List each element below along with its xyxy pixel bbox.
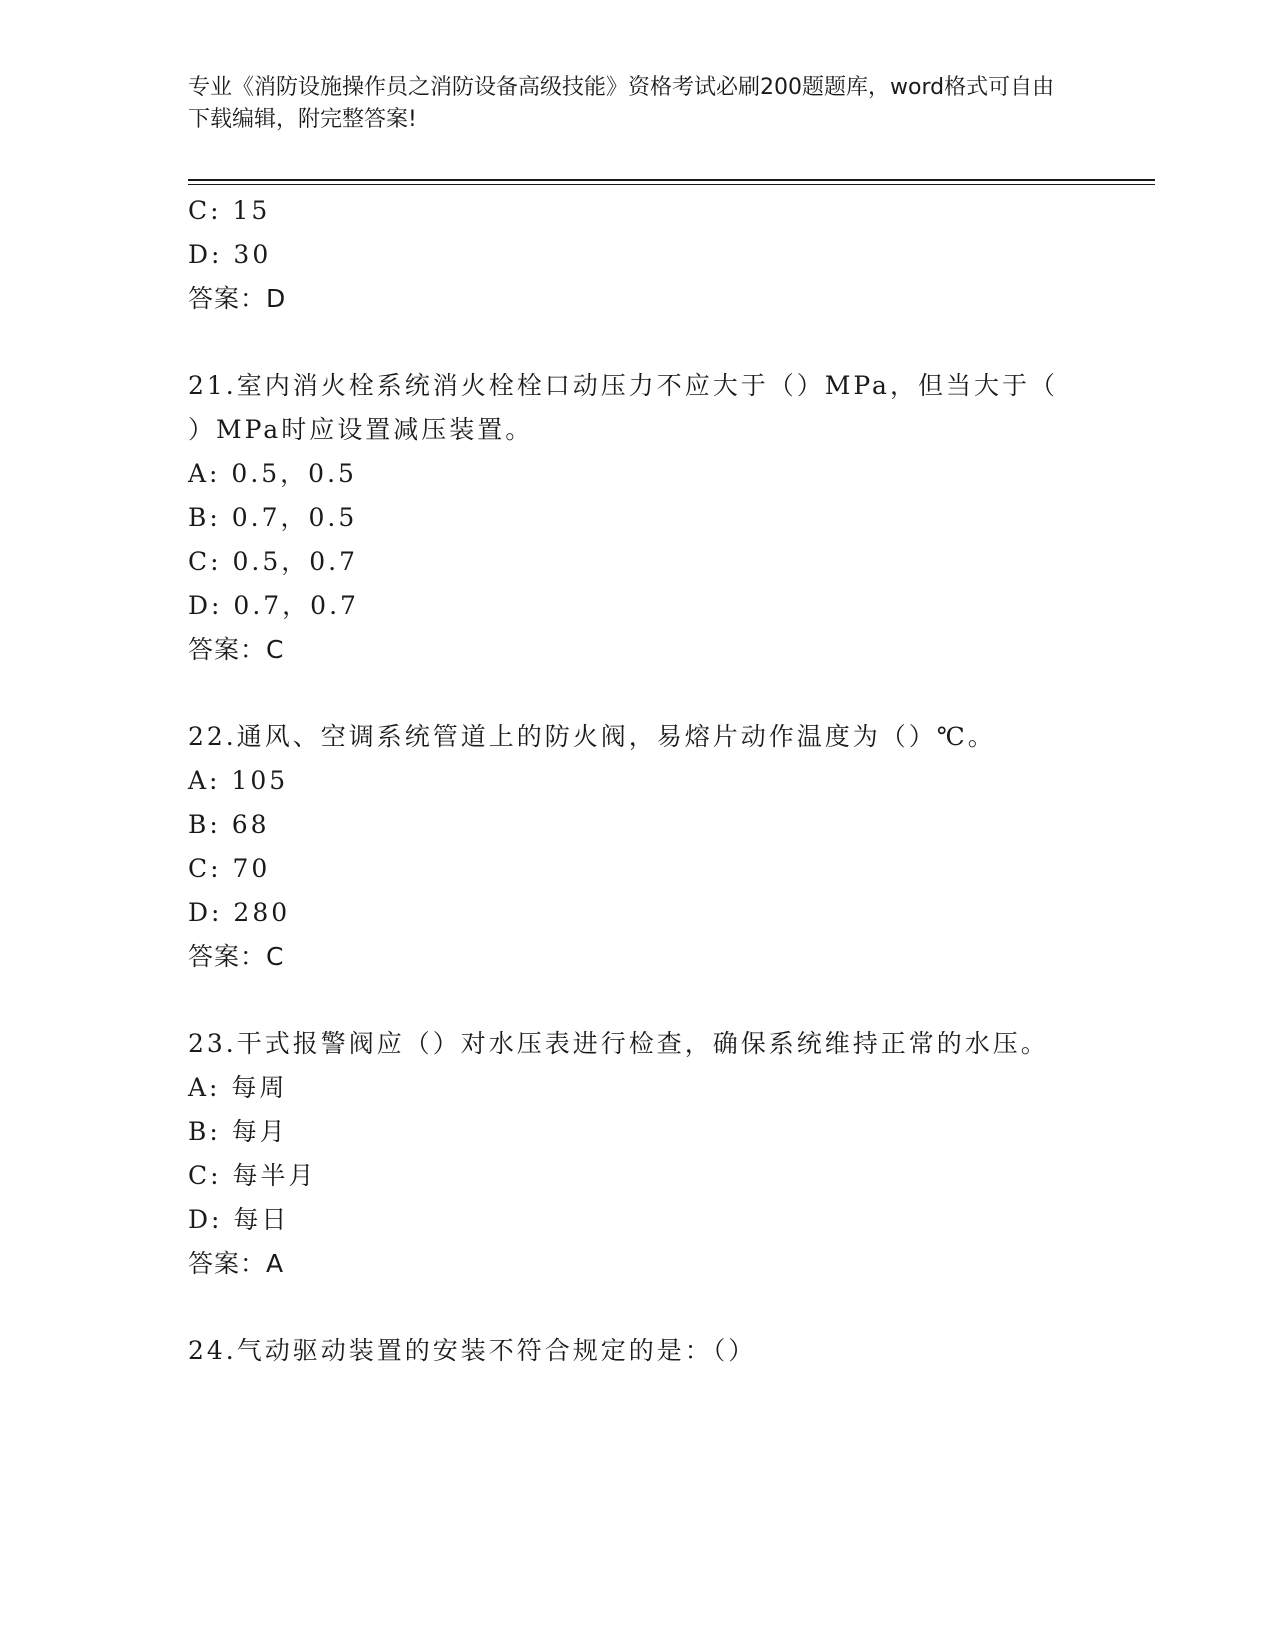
q21-option-b: B: 0.7，0.5 xyxy=(188,503,358,532)
q22-option-b: B: 68 xyxy=(188,810,270,839)
q21-option-d: D: 0.7，0.7 xyxy=(188,591,359,620)
q21-option-a: A: 0.5，0.5 xyxy=(188,459,357,488)
q23-answer: 答案：A xyxy=(188,1249,285,1278)
q23-question: 23.干式报警阀应（）对水压表进行检查，确保系统维持正常的水压。 xyxy=(188,1029,1049,1058)
q22-option-a: A: 105 xyxy=(188,766,289,795)
q21-option-c: C: 0.5，0.7 xyxy=(188,547,359,576)
q22-option-c: C: 70 xyxy=(188,854,271,883)
q20-answer: 答案：D xyxy=(188,284,287,313)
q22-option-d: D: 280 xyxy=(188,898,291,927)
q20-option-d: D: 30 xyxy=(188,240,272,269)
q24-question: 24.气动驱动装置的安装不符合规定的是：（） xyxy=(188,1336,757,1365)
q23-option-c: C: 每半月 xyxy=(188,1161,317,1190)
header-divider-thin xyxy=(188,184,1155,185)
q23-option-a: A: 每周 xyxy=(188,1073,288,1102)
document-header-title: 专业《消防设施操作员之消防设备高级技能》资格考试必刷200题题库，word格式可自由下载编辑，附完整答案! xyxy=(188,75,1055,132)
q21-question-line2: ）MPa时应设置减压装置。 xyxy=(188,415,534,444)
q21-question-line1: 21.室内消火栓系统消火栓栓口动压力不应大于（）MPa，但当大于（ xyxy=(188,371,1058,400)
q22-question: 22.通风、空调系统管道上的防火阀，易熔片动作温度为（）℃。 xyxy=(188,722,996,751)
q21-answer: 答案：C xyxy=(188,635,285,664)
q23-option-b: B: 每月 xyxy=(188,1117,288,1146)
q22-answer: 答案：C xyxy=(188,942,285,971)
q23-option-d: D: 每日 xyxy=(188,1205,290,1234)
q20-option-c: C: 15 xyxy=(188,196,271,225)
header-divider-thick xyxy=(188,179,1155,181)
